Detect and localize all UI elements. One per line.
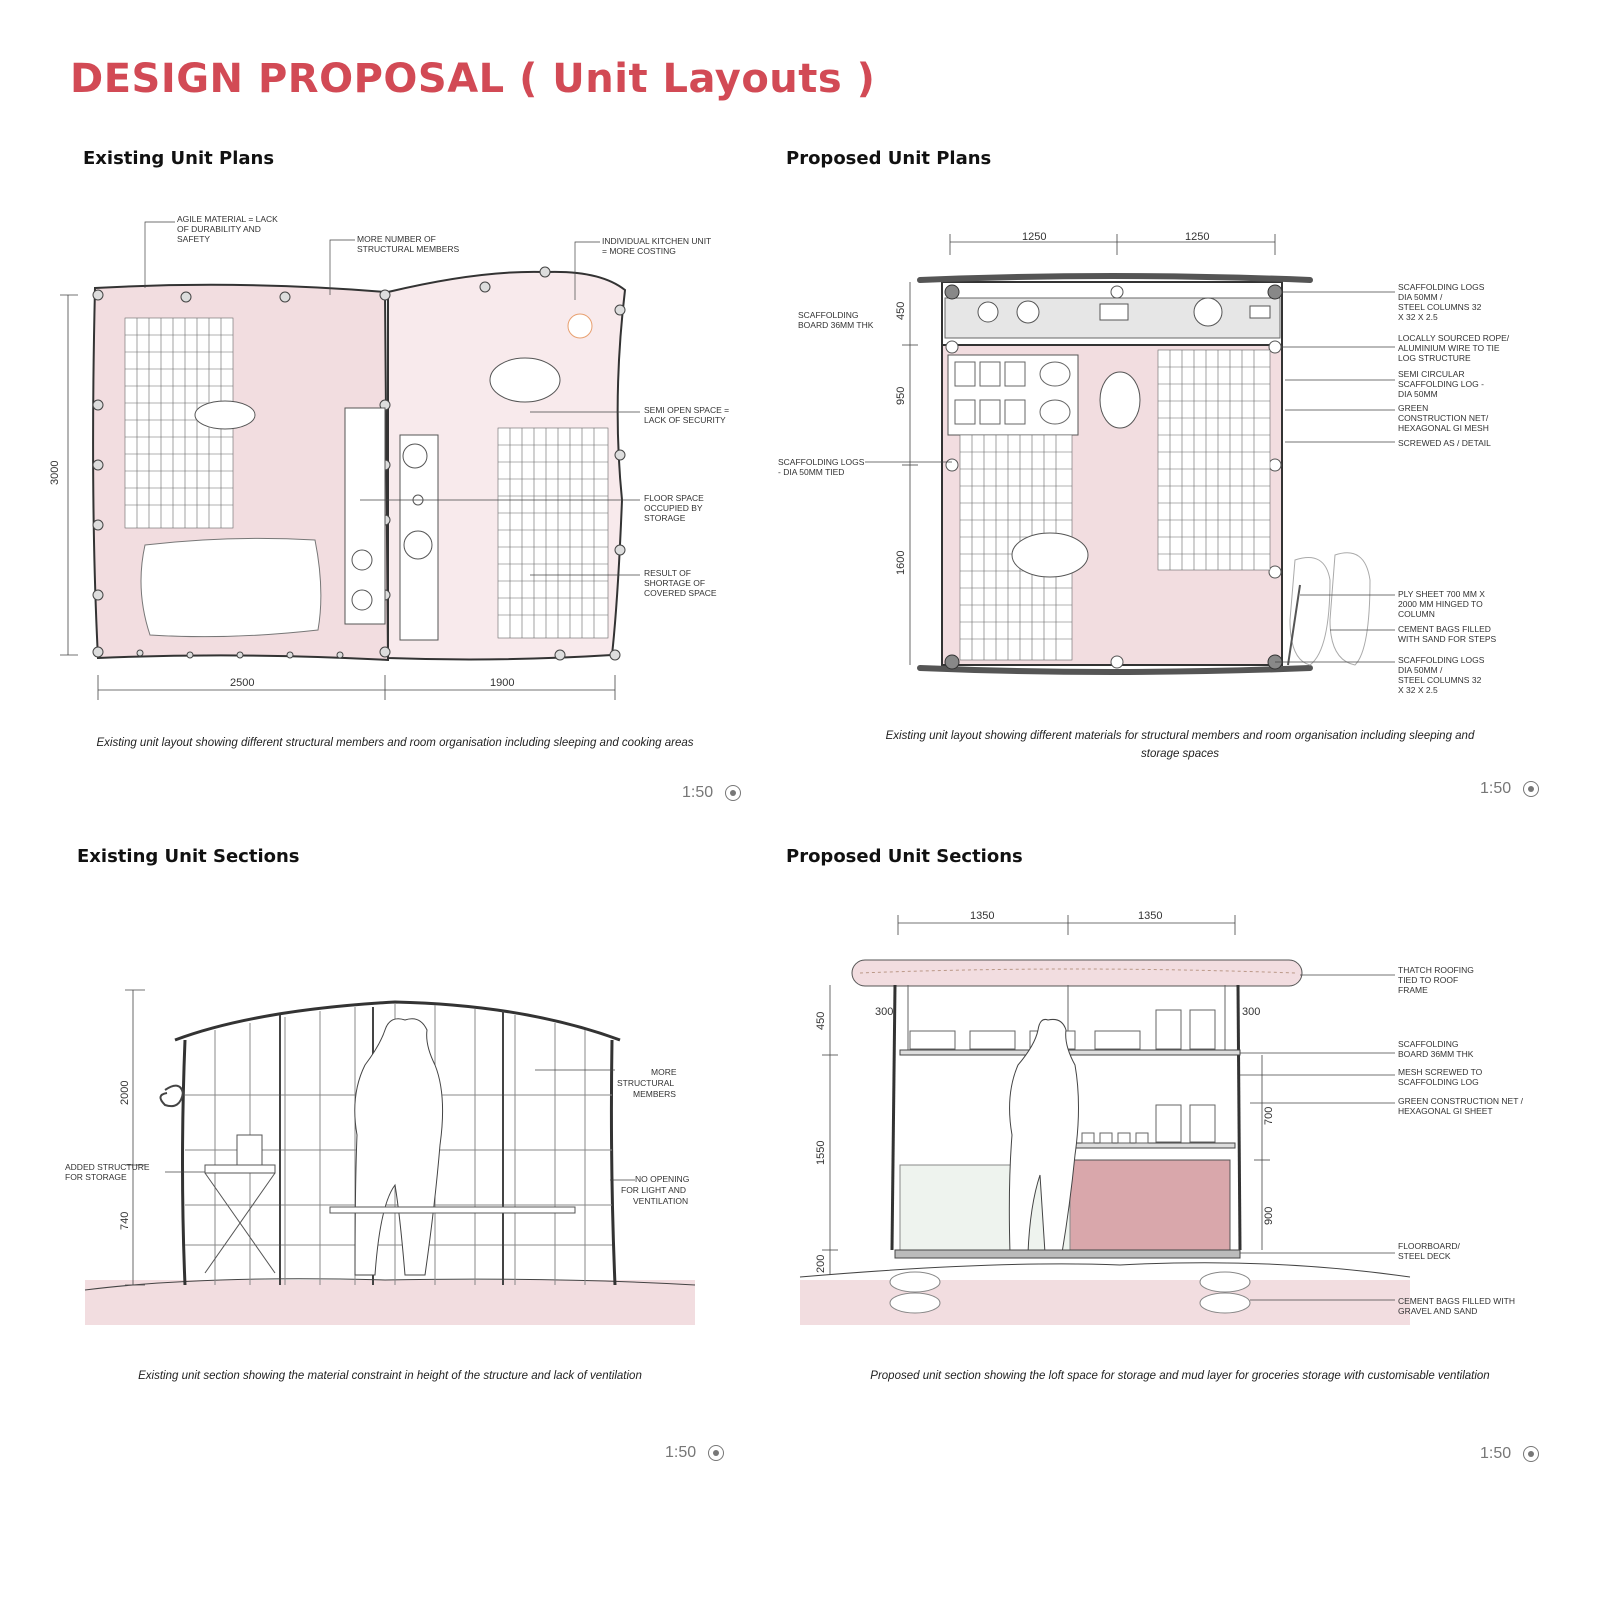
dim-2000: 2000 [119,1080,131,1105]
dim-3000: 3000 [49,460,61,485]
dim-1250-a: 1250 [1022,231,1047,243]
existing-sections-caption: Existing unit section showing the material constraint in height of the structure and lack of ventilation [138,1370,642,1382]
label-more-3: MEMBERS [633,1089,676,1099]
label-semi-log: SEMI CIRCULAR [1398,369,1465,379]
proposed-section-drawing [800,905,1560,1345]
dim-1350-a: 1350 [970,910,995,922]
label-thatch-2: TIED TO ROOF [1398,975,1459,985]
scale-text: 1:50 [665,1444,697,1461]
dim-1550: 1550 [815,1140,827,1165]
label-agile-3: SAFETY [177,234,211,244]
proposed-plans-caption: Existing unit layout showing different materials for structural members and room organisation including sleeping and storage spaces [885,730,1475,760]
label-rope: LOCALLY SOURCED ROPE/ [1398,333,1510,343]
label-green-net-3: HEXAGONAL GI MESH [1398,423,1489,433]
dim-1600: 1600 [895,550,907,575]
label-floor-space-2: OCCUPIED BY [644,503,703,513]
label-semi-log-3: DIA 50MM [1398,389,1438,399]
existing-plans-caption: Existing unit layout showing different structural members and room organisation including sleeping and cooking areas [96,737,694,749]
label-kitchen: INDIVIDUAL KITCHEN UNIT [602,236,712,246]
proposed-sections-caption: Proposed unit section showing the loft space for storage and mud layer for groceries storage with customisable ventilation [870,1370,1490,1382]
label-thatch-3: FRAME [1398,985,1428,995]
label-logs-tied: SCAFFOLDING LOGS [778,457,865,467]
label-logs-top-4: X 32 X 2.5 [1398,312,1438,322]
label-floor-2: STEEL DECK [1398,1251,1451,1261]
label-no-open: NO OPENING [635,1174,690,1184]
scale-text: 1:50 [1480,780,1512,797]
label-board-s: SCAFFOLDING [1398,1039,1459,1049]
label-logs-bot-2: DIA 50MM / [1398,665,1443,675]
label-logs-tied-2: - DIA 50MM TIED [778,467,845,477]
label-no-open-2: FOR LIGHT AND [621,1185,687,1195]
proposed-plans-scale [1480,780,1539,798]
label-logs-bot: SCAFFOLDING LOGS [1398,655,1485,665]
dim-300-r: 300 [1242,1006,1261,1018]
existing-sections-scale [665,1444,724,1462]
label-more-members: MORE NUMBER OF [357,234,436,244]
label-thatch: THATCH ROOFING [1398,965,1474,975]
label-no-open-3: VENTILATION [633,1196,689,1206]
dim-1250-b: 1250 [1185,231,1210,243]
dim-450: 450 [895,301,907,320]
existing-plan-drawing [0,200,760,720]
label-cement-2: WITH SAND FOR STEPS [1398,634,1497,644]
label-agile-2: OF DURABILITY AND [177,224,261,234]
dim-900: 900 [1263,1206,1275,1225]
north-arrow-icon [708,1445,724,1461]
label-rope-2: ALUMINIUM WIRE TO TIE [1398,343,1500,353]
label-net-2: HEXAGONAL GI SHEET [1398,1106,1493,1116]
label-logs-bot-3: STEEL COLUMNS 32 [1398,675,1482,685]
label-logs-bot-4: X 32 X 2.5 [1398,685,1438,695]
label-ply-2: 2000 MM HINGED TO [1398,599,1483,609]
label-ply: PLY SHEET 700 MM X [1398,589,1485,599]
dim-200: 200 [815,1254,827,1273]
label-semi-open-2: LACK OF SECURITY [644,415,726,425]
north-arrow-icon [1523,781,1539,797]
label-semi-open: SEMI OPEN SPACE = [644,405,730,415]
label-kitchen-2: = MORE COSTING [602,246,676,256]
dim-1350-b: 1350 [1138,910,1163,922]
dim-450-s: 450 [815,1011,827,1030]
label-bags-2: GRAVEL AND SAND [1398,1306,1478,1316]
label-mesh-2: SCAFFOLDING LOG [1398,1077,1479,1087]
dim-300-l: 300 [875,1006,894,1018]
label-mesh: MESH SCREWED TO [1398,1067,1483,1077]
label-semi-log-2: SCAFFOLDING LOG - [1398,379,1484,389]
label-more-2: STRUCTURAL [617,1078,675,1088]
dim-740: 740 [119,1211,131,1230]
label-ply-3: COLUMN [1398,609,1435,619]
label-added-2: FOR STORAGE [65,1172,127,1182]
existing-sections-heading: Existing Unit Sections [77,846,300,867]
label-green-net-2: CONSTRUCTION NET/ [1398,413,1489,423]
label-more-members-2: STRUCTURAL MEMBERS [357,244,460,254]
north-arrow-icon [1523,1446,1539,1462]
label-net: GREEN CONSTRUCTION NET / [1398,1096,1523,1106]
proposed-plan-drawing [770,220,1590,710]
label-board-s-2: BOARD 36MM THK [1398,1049,1474,1059]
label-shortage-3: COVERED SPACE [644,588,717,598]
scale-text: 1:50 [1480,1445,1512,1462]
label-added: ADDED STRUCTURE [65,1162,150,1172]
label-board: SCAFFOLDING [798,310,859,320]
dim-950: 950 [895,386,907,405]
label-green-net: GREEN [1398,403,1429,413]
label-bags: CEMENT BAGS FILLED WITH [1398,1296,1515,1306]
label-board-2: BOARD 36MM THK [798,320,874,330]
label-rope-3: LOG STRUCTURE [1398,353,1471,363]
existing-plans-heading: Existing Unit Plans [83,148,275,169]
scale-text: 1:50 [682,784,714,801]
label-agile: AGILE MATERIAL = LACK [177,214,278,224]
label-screwed: SCREWED AS / DETAIL [1398,438,1491,448]
proposed-sections-scale [1480,1445,1539,1463]
existing-plans-scale [682,784,741,802]
north-arrow-icon [725,785,741,801]
label-cement: CEMENT BAGS FILLED [1398,624,1491,634]
existing-section-drawing [55,985,705,1345]
label-shortage-2: SHORTAGE OF [644,578,706,588]
label-logs-top-2: DIA 50MM / [1398,292,1443,302]
label-more: MORE [651,1067,677,1077]
dim-2500: 2500 [230,677,255,689]
label-floor-space-3: STORAGE [644,513,686,523]
label-shortage: RESULT OF [644,568,691,578]
label-floor: FLOORBOARD/ [1398,1241,1460,1251]
dim-1900: 1900 [490,677,515,689]
label-logs-top: SCAFFOLDING LOGS [1398,282,1485,292]
dim-700: 700 [1263,1106,1275,1125]
proposed-sections-heading: Proposed Unit Sections [786,846,1023,867]
label-floor-space: FLOOR SPACE [644,493,704,503]
proposed-plans-heading: Proposed Unit Plans [786,148,992,169]
page-title: DESIGN PROPOSAL ( Unit Layouts ) [70,56,876,102]
label-logs-top-3: STEEL COLUMNS 32 [1398,302,1482,312]
